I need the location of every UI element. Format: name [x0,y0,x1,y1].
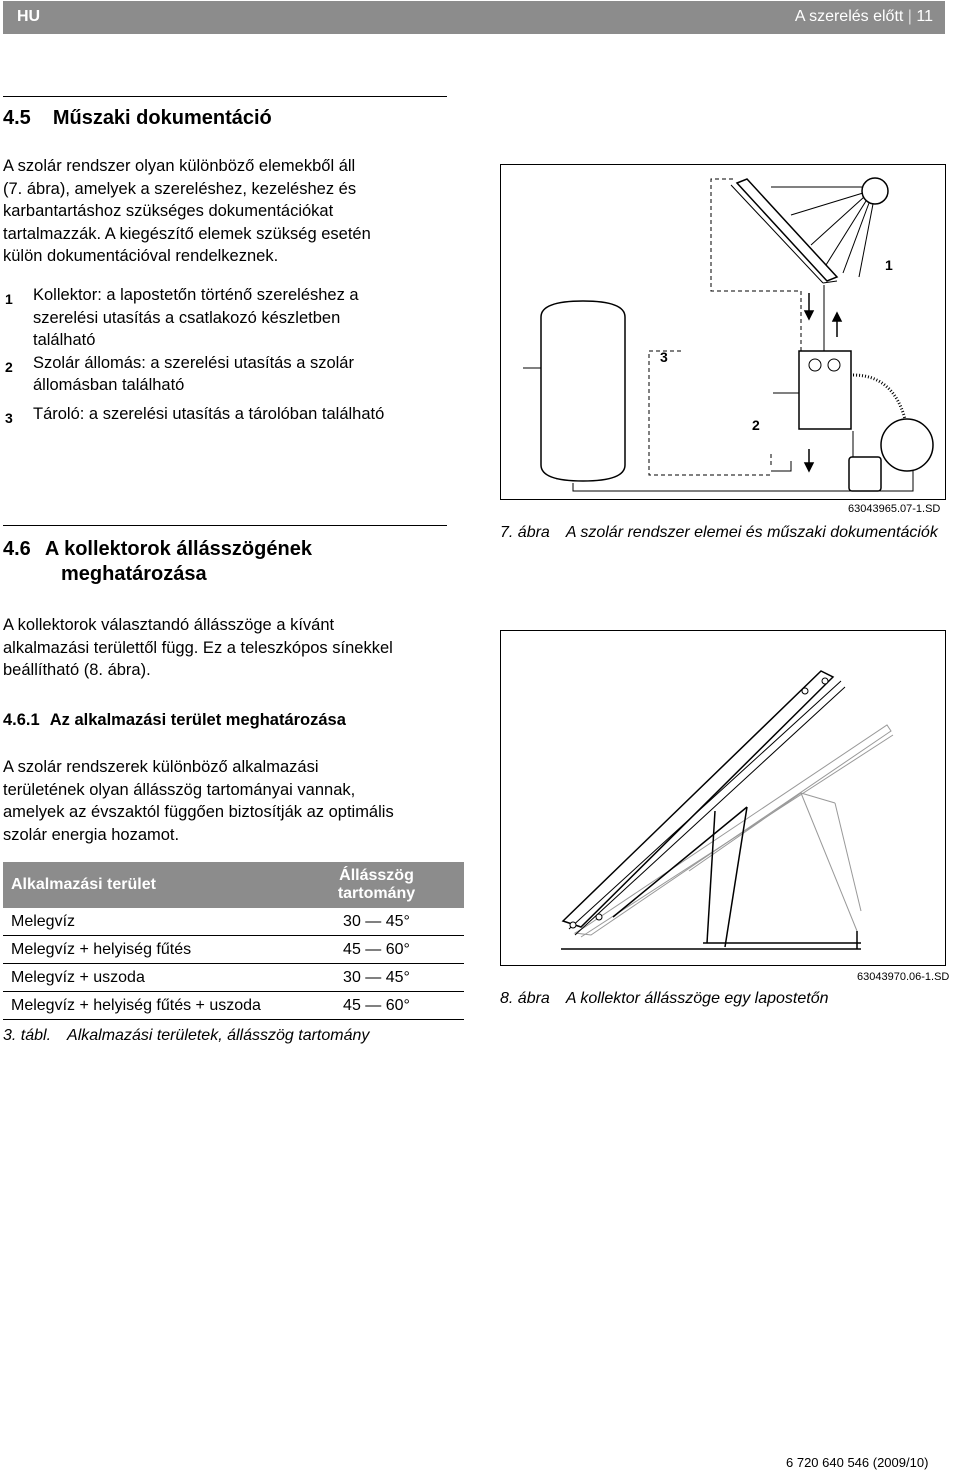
section-rule [3,96,447,97]
table-row: Melegvíz + helyiség fűtés + uszoda 45 — 60° [3,992,464,1020]
intro-paragraph: A szolár rendszer olyan különböző elemekből áll (7. ábra), amelyek a szereléshez, kezeléshez és karbantartáshoz szükséges dokumentációkat tartalmazzák. A kiegészítő elemek szükség esetén külön dokumentációval rendelkeznek. [3,157,371,265]
section-4-6-1-body: A szolár rendszerek különböző alkalmazási területének olyan állásszög tartományai vannak, amelyek az évszaktól függően biztosítják az optimális szolár energia hozamot. [3,758,394,844]
header-section: A szerelés előtt | 11 [794,8,933,25]
page-header [3,1,945,34]
figure-7-solar-system [500,164,946,500]
legend-item-3: 3 Tároló: a szerelési utasítás a tárolóban található [5,404,385,426]
section-rule [3,525,447,526]
table-header-angle: Állásszög tartomány [289,862,464,908]
section-heading-4-6-1: 4.6.1 Az alkalmazási terület meghatározása [3,711,346,729]
section-heading-4-5: 4.5 Műszaki dokumentáció [3,107,272,129]
fig7-caption: 7. ábra A szolár rendszer elemei és műszaki dokumentációk [500,524,938,541]
table-caption: 3. tábl. Alkalmazási területek, állásszög tartomány [3,1027,370,1044]
fig8-code: 63043970.06-1.SD [857,971,950,983]
document-number: 6 720 640 546 (2009/10) [786,1455,929,1470]
table-header-row [3,862,464,908]
legend-item-1: 1 Kollektor: a lapostetőn történő szereléshez a szerelési utasítás a csatlakozó készletben található [5,286,359,349]
fig7-code: 63043965.07-1.SD [848,503,941,515]
angle-range-table [3,862,464,1020]
table-row: Melegvíz 30 — 45° [3,908,464,936]
collector-angle-diagram [501,631,945,965]
section-4-6-body: A kollektorok választandó állásszöge a kívánt alkalmazási területtől függ. Ez a teleszkópos sínekkel beállítható (8. ábra). [3,616,393,679]
fig8-caption: 8. ábra A kollektor állásszöge egy lapostetőn [500,990,829,1007]
solar-system-diagram [501,165,945,499]
fig7-label-station: 2 [752,417,760,433]
fig7-label-tank: 3 [660,349,668,365]
legend-list [3,284,463,425]
legend-item-2: 2 Szolár állomás: a szerelési utasítás a szolár állomásban található [5,353,354,394]
table-row: Melegvíz + uszoda 30 — 45° [3,964,464,992]
fig7-label-collector: 1 [885,257,893,273]
language-code: HU [17,8,41,25]
figure-8-collector-angle [500,630,946,966]
section-heading-4-6: 4.6 A kollektorok állásszögének meghatározása [3,538,312,585]
table-row: Melegvíz + helyiség fűtés 45 — 60° [3,936,464,964]
table-header-area: Alkalmazási terület [3,862,289,908]
